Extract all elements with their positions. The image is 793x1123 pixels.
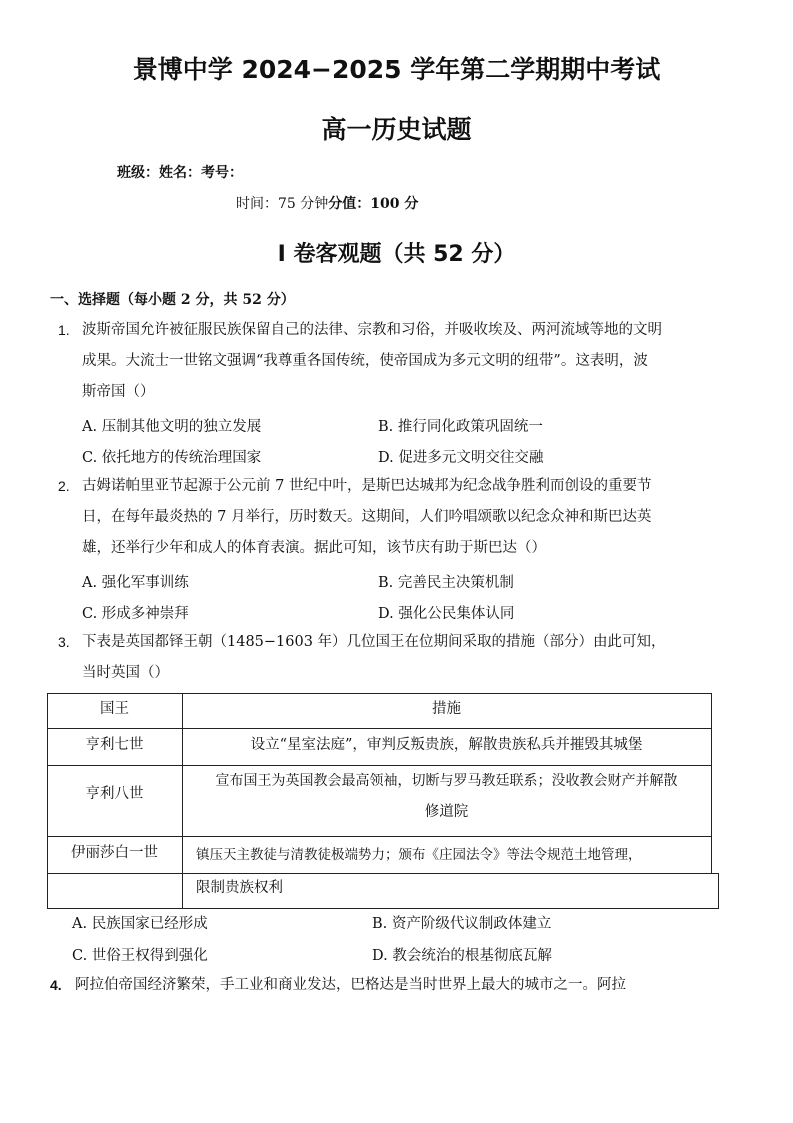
table-cell-king: 伊丽莎白一世 — [71, 845, 158, 861]
section-title: I 卷客观题（共 52 分） — [277, 242, 516, 267]
question-text — [82, 315, 722, 408]
exam-title: 景博中学 2024−2025 学年第二学期期中考试 — [132, 55, 661, 84]
option-d: D. 教会统治的根基彻底瓦解 — [372, 948, 552, 964]
table-rule — [47, 836, 712, 837]
option-a: A. 民族国家已经形成 — [72, 916, 208, 932]
question-line: 下表是英国都铎王朝（1485−1603 年）几位国王在位期间采取的措施（部分）由此可知， — [82, 634, 666, 650]
question-line: 当时英国（） — [82, 665, 169, 681]
option-a: A. 强化军事训练 — [82, 575, 189, 591]
score-label: 分值：100 分 — [328, 196, 419, 212]
question-line: 古姆诺帕里亚节起源于公元前 7 世纪中叶，是斯巴达城邦为纪念战争胜利而创设的重要节 — [82, 478, 652, 494]
table-rule — [711, 693, 712, 873]
table-rule — [47, 873, 719, 874]
time-score-line — [236, 193, 418, 213]
question-number: 2. — [58, 478, 70, 494]
option-c: C. 世俗王权得到强化 — [72, 948, 208, 964]
table-rule — [47, 908, 719, 909]
table-cell-king: 亨利七世 — [85, 737, 144, 753]
option-b: B. 完善民主决策机制 — [378, 575, 514, 591]
question-text — [82, 627, 722, 689]
table-cell-measures: 镇压天主教徒与清教徒极端势力；颁布《庄园法令》等法令规范土地管理， — [196, 847, 642, 863]
option-d: D. 促进多元文明交往交融 — [378, 450, 544, 466]
time-label: 时间：75 分钟 — [236, 196, 329, 212]
table-cell-measures: 宣布国王为英国教会最高领袖，切断与罗马教廷联系；没收教会财产并解散 — [215, 773, 678, 789]
table-rule — [718, 873, 719, 908]
question-line: 成果。大流士一世铭文强调“我尊重各国传统，使帝国成为多元文明的纽带”。这表明，波 — [82, 353, 648, 369]
question-number: 3. — [58, 634, 70, 650]
option-d: D. 强化公民集体认同 — [378, 606, 515, 622]
student-info-line: 班级：姓名：考号： — [117, 165, 243, 181]
table-rule — [47, 728, 712, 729]
option-b: B. 资产阶级代议制政体建立 — [372, 916, 552, 932]
table-header-king: 国王 — [100, 701, 129, 717]
option-b: B. 推行同化政策巩固统一 — [378, 419, 543, 435]
table-cell-king: 亨利八世 — [85, 786, 144, 802]
part-title: 一、选择题（每小题 2 分，共 52 分） — [50, 292, 295, 308]
table-header-measures: 措施 — [432, 701, 461, 717]
table-rule — [47, 693, 712, 694]
question-number: 1. — [58, 322, 70, 338]
question-line: 波斯帝国允许被征服民族保留自己的法律、宗教和习俗，并吸收埃及、两河流域等地的文明 — [82, 322, 662, 338]
table-cell-measures: 设立“星室法庭”，审判反叛贵族，解散贵族私兵并摧毁其城堡 — [250, 737, 643, 753]
exam-subtitle: 高一历史试题 — [321, 115, 472, 144]
table-cell-measures: 修道院 — [424, 804, 469, 820]
option-a: A. 压制其他文明的独立发展 — [82, 419, 262, 435]
question-line: 日，在每年最炎热的 7 月举行，历时数天。这期间，人们吟唱颂歌以纪念众神和斯巴达英 — [82, 509, 652, 525]
question-line: 雄，还举行少年和成人的体育表演。据此可知，该节庆有助于斯巴达（） — [82, 540, 546, 556]
question-text — [82, 471, 722, 564]
table-cell-measures: 限制贵族权利 — [196, 880, 283, 896]
table-rule — [47, 765, 712, 766]
option-c: C. 依托地方的传统治理国家 — [82, 450, 262, 466]
question-text — [75, 970, 725, 1001]
question-line: 斯帝国（） — [82, 384, 155, 400]
option-c: C. 形成多神崇拜 — [82, 606, 189, 622]
question-line: 阿拉伯帝国经济繁荣，手工业和商业发达，巴格达是当时世界上最大的城市之一。阿拉 — [75, 977, 626, 993]
question-number: 4. — [50, 977, 62, 993]
